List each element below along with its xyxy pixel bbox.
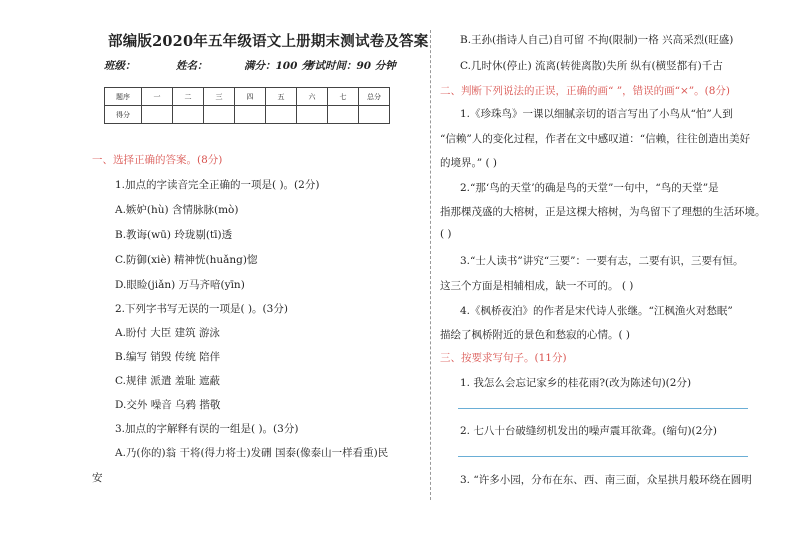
judgement-1-line-1: 1.《珍珠鸟》一课以细腻亲切的语言写出了小鸟从“怕”人到 xyxy=(460,108,733,120)
section-3-heading: 三、按要求写句子。(11分) xyxy=(440,352,567,364)
sentence-task-2: 2. 七八十台破缝纫机发出的噪声震耳欲聋。(缩句)(2分) xyxy=(460,425,717,437)
q3-option-c: C.几时休(停止) 流离(转徙离散)失所 纵有(横竖都有)千古 xyxy=(460,60,723,72)
score-cell[interactable] xyxy=(297,106,328,124)
judgement-1-line-3: 的境界。” ( ) xyxy=(440,157,497,169)
sentence-task-3: 3. “许多小园，分布在东、西、南三面，众星拱月般环绕在圆明 xyxy=(460,474,752,486)
table-header-cell: 七 xyxy=(328,88,359,106)
judgement-2-line-3: ( ) xyxy=(440,228,452,240)
class-label: 班级： xyxy=(104,60,136,72)
judgement-2-line-1: 2.“那‘鸟的天堂’的确是鸟的天堂”一句中，“鸟的天堂”是 xyxy=(460,182,719,194)
q2-option-c: C.规律 派遣 羞耻 遮蔽 xyxy=(115,375,221,387)
q1-option-b: B.教诲(wū) 玲珑剔(tī)透 xyxy=(115,229,233,241)
table-header-cell: 总分 xyxy=(359,88,390,106)
score-cell[interactable] xyxy=(328,106,359,124)
table-header-cell: 二 xyxy=(173,88,204,106)
judgement-4-line-1: 4.《枫桥夜泊》的作者是宋代诗人张继。“江枫渔火对愁眠” xyxy=(460,305,733,317)
section-1-heading: 一、选择正确的答案。(8分) xyxy=(92,154,223,166)
name-label: 姓名： xyxy=(176,60,208,72)
table-header-cell: 五 xyxy=(266,88,297,106)
judgement-2-line-2: 指那棵茂盛的大榕树，正是这棵大榕树，为鸟留下了理想的生活环境。 xyxy=(440,206,766,218)
page-title: 部编版2020年五年级语文上册期末测试卷及答案 xyxy=(108,33,429,50)
question-3: 3.加点的字解释有误的一组是( )。(3分) xyxy=(115,423,299,435)
answer-line-1[interactable] xyxy=(458,408,748,409)
score-cell[interactable] xyxy=(142,106,173,124)
score-table-header-row xyxy=(105,88,390,106)
judgement-4-line-2: 描绘了枫桥附近的景色和愁寂的心情。( ) xyxy=(440,329,631,341)
q1-option-c: C.防御(xiè) 精神恍(huǎng)惚 xyxy=(115,254,258,266)
column-divider xyxy=(430,30,431,500)
q3-option-a-cont: 安 xyxy=(92,472,103,484)
score-table-score-row xyxy=(105,106,390,124)
q2-option-d: D.交外 噪音 乌鸦 揩敬 xyxy=(115,399,221,411)
score-cell[interactable] xyxy=(173,106,204,124)
table-header-cell: 三 xyxy=(204,88,235,106)
score-cell[interactable] xyxy=(235,106,266,124)
q1-option-d: D.眼睑(jiǎn) 万马齐喑(yīn) xyxy=(115,279,245,291)
table-row-label: 得分 xyxy=(105,106,142,124)
full-score: 满分：100 分 xyxy=(244,60,312,72)
question-2: 2.下列字书写无误的一项是( )。(3分) xyxy=(115,303,288,315)
q3-option-b: B.王孙(指诗人自己)自可留 不拘(限制)一格 兴高采烈(旺盛) xyxy=(460,34,734,46)
table-header-cell: 四 xyxy=(235,88,266,106)
question-1: 1.加点的字读音完全正确的一项是( )。(2分) xyxy=(115,179,320,191)
section-2-heading: 二、判断下列说法的正误，正确的画“ ”，错误的画“×”。(8分) xyxy=(440,85,730,97)
judgement-3-line-1: 3.“士人读书”讲究“三要”：一要有志，二要有识，三要有恒。 xyxy=(460,255,744,267)
table-header-cell: 六 xyxy=(297,88,328,106)
q1-option-a: A.嫉妒(hù) 含情脉脉(mò) xyxy=(115,204,239,216)
exam-time: 考试时间：90 分钟 xyxy=(304,60,396,72)
q3-option-a: A.乃(你的)翁 干将(得力将士)发硎 国泰(像泰山一样看重)民 xyxy=(115,447,389,459)
score-cell[interactable] xyxy=(266,106,297,124)
q2-option-a: A.盼付 大臣 建筑 游泳 xyxy=(115,327,220,339)
score-cell[interactable] xyxy=(359,106,390,124)
score-cell[interactable] xyxy=(204,106,235,124)
judgement-3-line-2: 这三个方面是相辅相成，缺一不可的。 ( ) xyxy=(440,280,634,292)
answer-line-2[interactable] xyxy=(458,456,748,457)
table-header-cell: 一 xyxy=(142,88,173,106)
q2-option-b: B.编写 销毁 传统 陪伴 xyxy=(115,351,221,363)
table-header-cell: 题序 xyxy=(105,88,142,106)
judgement-1-line-2: “信赖”人的变化过程，作者在文中感叹道：“信赖，往往创造出美好 xyxy=(440,133,751,145)
score-table xyxy=(104,87,390,124)
sentence-task-1: 1. 我怎么会忘记家乡的桂花雨?(改为陈述句)(2分) xyxy=(460,377,692,389)
